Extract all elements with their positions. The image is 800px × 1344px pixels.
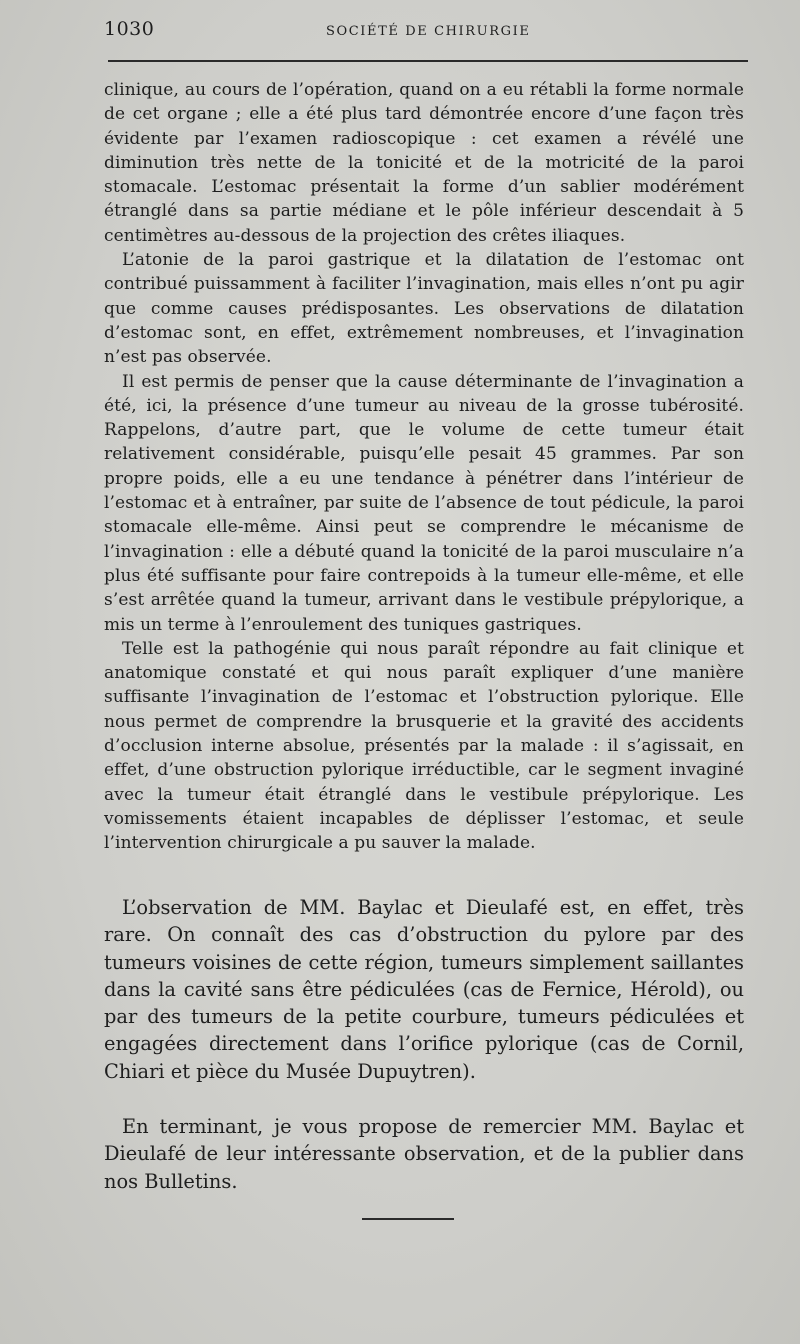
journal-title: SOCIÉTÉ DE CHIRURGIE xyxy=(326,24,531,39)
paragraph-conclusion: En terminant, je vous propose de remercier MM. Baylac et Dieulafé de leur intéressante observation, et de la publier dans nos Bulletins. xyxy=(104,1115,744,1193)
report-text xyxy=(104,78,744,856)
paragraph-continuation: clinique, au cours de l’opération, quand on a eu rétabli la forme normale de cet organe ; elle a été plus tard démontrée encore d’une façon très évidente par l’examen radioscopique : cet examen a révélé une diminution très nette de la tonicité et de la motricité de la paroi stomacale. L’estomac présentait la forme d’un sablier modérément étranglé dans sa partie médiane et le pôle inférieur descendait à 5 centimètres au-dessous de la projection des crêtes iliaques. xyxy=(104,80,744,246)
end-rule xyxy=(362,1218,454,1220)
paragraph-observation: L’observation de MM. Baylac et Dieulafé est, en effet, très rare. On connaît des cas d’obstruction du pylore par des tumeurs voisines de cette région, tumeurs simplement saillantes dans la cavité sans être pédiculées (cas de Fernice, Hérold), ou par des tumeurs de la petite courbure, tumeurs pédiculées et engagées directement dans l’orifice pylorique (cas de Cornil, Chiari et pièce du Musée Dupuytren). xyxy=(104,896,744,1083)
page-number: 1030 xyxy=(104,18,155,40)
running-head xyxy=(0,14,800,48)
header-rule xyxy=(108,60,748,62)
commentary-text xyxy=(104,894,744,1223)
paragraph-cause: Il est permis de penser que la cause déterminante de l’invagination a été, ici, la présence d’une tumeur au niveau de la grosse tubérosité. Rappelons, d’autre part, que le volume de cette tumeur était relativement considérable, puisqu’elle pesait 45 grammes. Par son propre poids, elle a eu une tendance à pénétrer dans l’intérieur de l’estomac et à entraîner, par suite de l’absence de tout pédicule, la paroi stomacale elle-même. Ainsi peut se comprendre le mécanisme de l’invagination : elle a débuté quand la tonicité de la paroi musculaire n’a plus été suffisante pour faire contrepoids à la tumeur elle-même, et elle s’est arrêtée quand la tumeur, arrivant dans le vestibule prépylorique, a mis un terme à l’enroulement des tuniques gastriques. xyxy=(104,371,744,635)
paragraph-atonie: L’atonie de la paroi gastrique et la dilatation de l’estomac ont contribué puissamment à faciliter l’invagination, mais elles n’ont pu agir que comme causes prédisposantes. Les observations de dilatation d’estomac sont, en effet, extrêmement nombreuses, et l’invagination n’est pas observée. xyxy=(104,250,744,368)
paragraph-pathogenie: Telle est la pathogénie qui nous paraît répondre au fait clinique et anatomique constaté et qui nous paraît expliquer d’une manière suffisante l’invagination de l’estomac et l’obstruction pylorique. Elle nous permet de comprendre la brusquerie et la gravité des accidents d’occlusion interne absolue, présentés par la malade : il s’agissait, en effet, d’une obstruction pylorique irréductible, car le segment invaginé avec la tumeur était étranglé dans le vestibule prépylorique. Les vomissements étaient incapables de déplisser l’estomac, et seule l’intervention chirurgicale a pu sauver la malade. xyxy=(104,638,744,854)
